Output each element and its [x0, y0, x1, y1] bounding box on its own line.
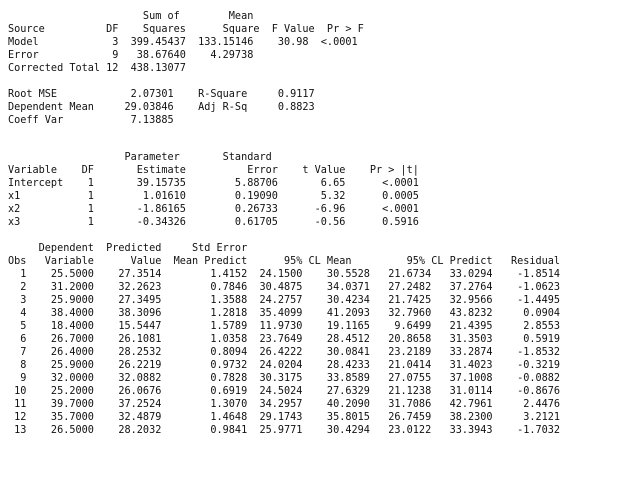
- output-stats-header-line-1: Dependent Predicted Std Error: [8, 243, 248, 254]
- anova-header-line-2: Source DF Squares Square F Value Pr > F: [8, 24, 364, 35]
- spacer-after-fit-2: [8, 140, 617, 151]
- parameter-header-line-1: Parameter Standard: [8, 152, 272, 163]
- anova-row-error: Error 9 38.67640 4.29738: [8, 50, 254, 61]
- fit-row-coeff-var: Coeff Var 7.13885: [8, 115, 174, 126]
- output-stats-row: 4 38.4000 38.3096 1.2818 35.4099 41.2093 32.7960 43.8232 0.0904: [8, 308, 561, 319]
- fit-row-root-mse: Root MSE 2.07301 R-Square 0.9117: [8, 89, 315, 100]
- output-stats-row: 9 32.0000 32.0882 0.7828 30.3175 33.8589 27.0755 37.1008 -0.0882: [8, 373, 561, 384]
- anova-row-model: Model 3 399.45437 133.15146 30.98 <.0001: [8, 37, 358, 48]
- parameter-row-x3: x3 1 -0.34326 0.61705 -0.56 0.5916: [8, 217, 419, 228]
- output-stats-row: 11 39.7000 37.2524 1.3070 34.2957 40.2090 31.7086 42.7961 2.4476: [8, 399, 561, 410]
- anova-row-corrected-total: Corrected Total 12 438.13077: [8, 63, 186, 74]
- parameter-row-x1: x1 1 1.01610 0.19090 5.32 0.0005: [8, 191, 419, 202]
- output-stats-row: 10 25.2000 26.0676 0.6919 24.5024 27.6329 21.1238 31.0114 -0.8676: [8, 386, 561, 397]
- output-stats-row: 8 25.9000 26.2219 0.9732 24.0204 28.4233 21.0414 31.4023 -0.3219: [8, 360, 561, 371]
- output-stats-row: 5 18.4000 15.5447 1.5789 11.9730 19.1165 9.6499 21.4395 2.8553: [8, 321, 561, 332]
- parameter-row-intercept: Intercept 1 39.15735 5.88706 6.65 <.0001: [8, 178, 419, 189]
- output-stats-header-line-2: Obs Variable Value Mean Predict 95% CL Mean 95% CL Predict Residual: [8, 256, 561, 267]
- output-stats-row: 13 26.5000 28.2032 0.9841 25.9771 30.4294 23.0122 33.3943 -1.7032: [8, 425, 561, 436]
- anova-header-line-1: Sum of Mean: [8, 11, 254, 22]
- output-stats-row: 6 26.7000 26.1081 1.0358 23.7649 28.4512 20.8658 31.3503 0.5919: [8, 334, 561, 345]
- spacer-after-parameters: [8, 229, 617, 242]
- output-stats-row: 12 35.7000 32.4879 1.4648 29.1743 35.8015 26.7459 38.2300 3.2121: [8, 412, 561, 423]
- spacer-after-anova: [8, 75, 617, 88]
- parameter-header-line-2: Variable DF Estimate Error t Value Pr > |t|: [8, 165, 419, 176]
- output-stats-row: 3 25.9000 27.3495 1.3588 24.2757 30.4234 21.7425 32.9566 -1.4495: [8, 295, 561, 306]
- output-stats-row: 7 26.4000 28.2532 0.8094 26.4222 30.0841 23.2189 33.2874 -1.8532: [8, 347, 561, 358]
- output-stats-row: 1 25.5000 27.3514 1.4152 24.1500 30.5528 21.6734 33.0294 -1.8514: [8, 269, 561, 280]
- parameter-row-x2: x2 1 -1.86165 0.26733 -6.96 <.0001: [8, 204, 419, 215]
- output-stats-row: 2 31.2000 32.2623 0.7846 30.4875 34.0371 27.2482 37.2764 -1.0623: [8, 282, 561, 293]
- spacer-after-fit: [8, 127, 617, 140]
- fit-row-dependent-mean: Dependent Mean 29.03846 Adj R-Sq 0.8823: [8, 102, 315, 113]
